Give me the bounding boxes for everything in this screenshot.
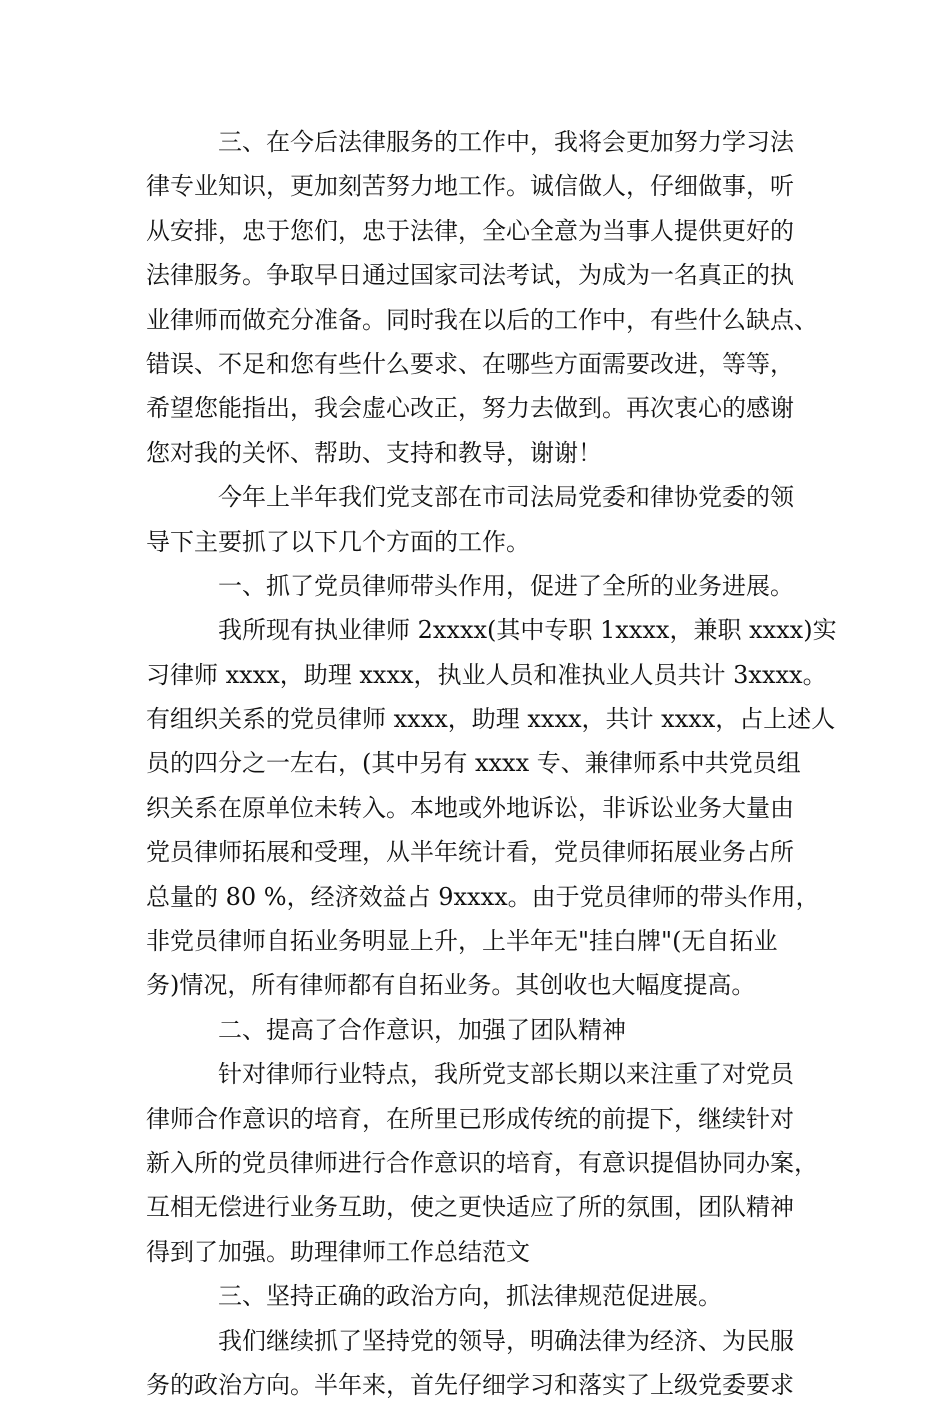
document-body (146, 120, 837, 1407)
text-line: 新入所的党员律师进行合作意识的培育，有意识提倡协同办案， (146, 1148, 818, 1177)
text-line: 我所现有执业律师 2xxxx(其中专职 1xxxx，兼职 xxxx)实 (218, 616, 837, 645)
text-line: 非党员律师自拓业务明显上升，上半年无"挂白牌"(无自拓业 (146, 927, 778, 956)
text-line: 党员律师拓展和受理，从半年统计看，党员律师拓展业务占所 (146, 838, 794, 867)
text-line: 务的政治方向。半年来，首先仔细学习和落实了上级党委要求 (146, 1370, 794, 1399)
text-line: 员的四分之一左右，(其中另有 xxxx 专、兼律师系中共党员组 (146, 749, 801, 778)
text-line: 业律师而做充分准备。同时我在以后的工作中，有些什么缺点、 (146, 305, 818, 334)
section-heading: 三、坚持正确的政治方向，抓法律规范促进展。 (218, 1282, 722, 1311)
text-line: 针对律师行业特点，我所党支部长期以来注重了对党员 (218, 1060, 794, 1089)
text-line: 务)情况，所有律师都有自拓业务。其创收也大幅度提高。 (146, 971, 756, 1000)
text-line: 织关系在原单位未转入。本地或外地诉讼，非诉讼业务大量由 (146, 793, 794, 822)
text-line: 导下主要抓了以下几个方面的工作。 (146, 527, 530, 556)
text-line: 律专业知识，更加刻苦努力地工作。诚信做人，仔细做事，听 (146, 172, 794, 201)
text-line: 错误、不足和您有些什么要求、在哪些方面需要改进，等等， (146, 349, 794, 378)
text-line: 希望您能指出，我会虚心改正，努力去做到。再次衷心的感谢 (146, 394, 794, 423)
text-line: 法律服务。争取早日通过国家司法考试，为成为一名真正的执 (146, 261, 794, 290)
section-heading: 二、提高了合作意识，加强了团队精神 (218, 1015, 626, 1044)
text-line: 今年上半年我们党支部在市司法局党委和律协党委的领 (218, 483, 794, 512)
text-line: 从安排，忠于您们，忠于法律，全心全意为当事人提供更好的 (146, 216, 794, 245)
text-line: 总量的 80 %，经济效益占 9xxxx。由于党员律师的带头作用， (146, 882, 820, 911)
text-line: 我们继续抓了坚持党的领导，明确法律为经济、为民服 (218, 1326, 794, 1355)
text-line: 有组织关系的党员律师 xxxx，助理 xxxx，共计 xxxx，占上述人 (146, 705, 836, 734)
section-heading: 一、抓了党员律师带头作用，促进了全所的业务进展。 (218, 571, 794, 600)
text-line: 互相无偿进行业务互助，使之更快适应了所的氛围，团队精神 (146, 1193, 794, 1222)
text-line: 律师合作意识的培育，在所里已形成传统的前提下，继续针对 (146, 1104, 794, 1133)
text-line: 您对我的关怀、帮助、支持和教导，谢谢！ (146, 438, 602, 467)
text-line: 三、在今后法律服务的工作中，我将会更加努力学习法 (218, 128, 794, 156)
text-line: 得到了加强。助理律师工作总结范文 (146, 1237, 530, 1266)
text-line: 习律师 xxxx，助理 xxxx，执业人员和准执业人员共计 3xxxx。 (146, 660, 827, 689)
